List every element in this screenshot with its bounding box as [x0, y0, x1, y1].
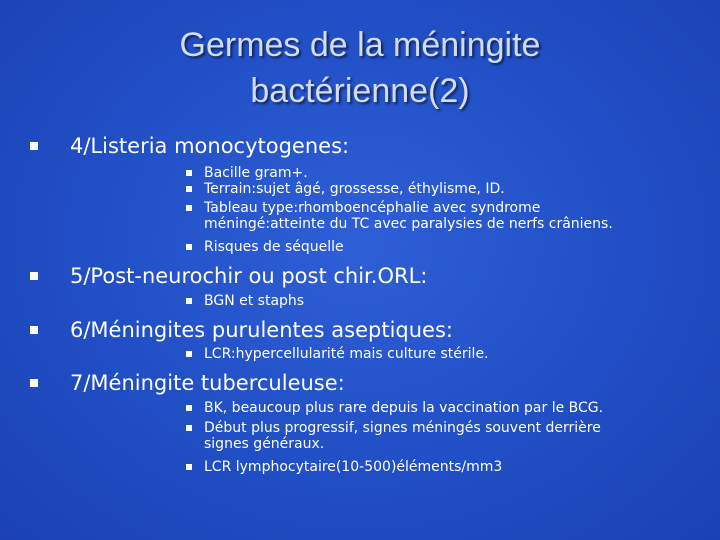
square-bullet-icon: [30, 326, 38, 334]
list-item: LCR lymphocytaire(10-500)éléments/mm3: [204, 459, 503, 475]
list-item-line-1: Tableau type:rhomboencéphalie avec syndrome: [204, 200, 541, 216]
list-item-line-2: méningé:atteinte du TC avec paralysies de nerfs crâniens.: [204, 216, 613, 232]
list-item-line-1: Début plus progressif, signes méningés souvent derrière: [204, 420, 601, 436]
square-bullet-icon: [30, 142, 38, 150]
list-item: BK, beaucoup plus rare depuis la vaccination par le BCG.: [204, 400, 604, 416]
square-bullet-icon: [186, 298, 192, 304]
slide-title: [0, 22, 720, 114]
section-heading-listeria: 4/Listeria monocytogenes:: [70, 134, 350, 158]
section-heading-aseptiques: 6/Méningites purulentes aseptiques:: [70, 318, 453, 342]
title-line-2: bactérienne(2): [250, 72, 470, 110]
square-bullet-icon: [186, 244, 192, 250]
square-bullet-icon: [30, 379, 38, 387]
square-bullet-icon: [186, 425, 192, 431]
title-line-1: Germes de la méningite: [179, 26, 541, 64]
square-bullet-icon: [186, 405, 192, 411]
square-bullet-icon: [186, 186, 192, 192]
list-item-line-2: signes généraux.: [204, 436, 325, 452]
list-item: Terrain:sujet âgé, grossesse, éthylisme, ID.: [204, 181, 505, 197]
list-item: Bacille gram+.: [204, 165, 308, 181]
list-item: BGN et staphs: [204, 293, 305, 309]
square-bullet-icon: [186, 464, 192, 470]
square-bullet-icon: [30, 272, 38, 280]
square-bullet-icon: [186, 351, 192, 357]
section-heading-tuberculeuse: 7/Méningite tuberculeuse:: [70, 371, 345, 395]
square-bullet-icon: [186, 205, 192, 211]
list-item: LCR:hypercellularité mais culture stérile.: [204, 346, 489, 362]
square-bullet-icon: [186, 170, 192, 176]
section-heading-post-neurochir: 5/Post-neurochir ou post chir.ORL:: [70, 264, 428, 288]
list-item: Risques de séquelle: [204, 239, 344, 255]
